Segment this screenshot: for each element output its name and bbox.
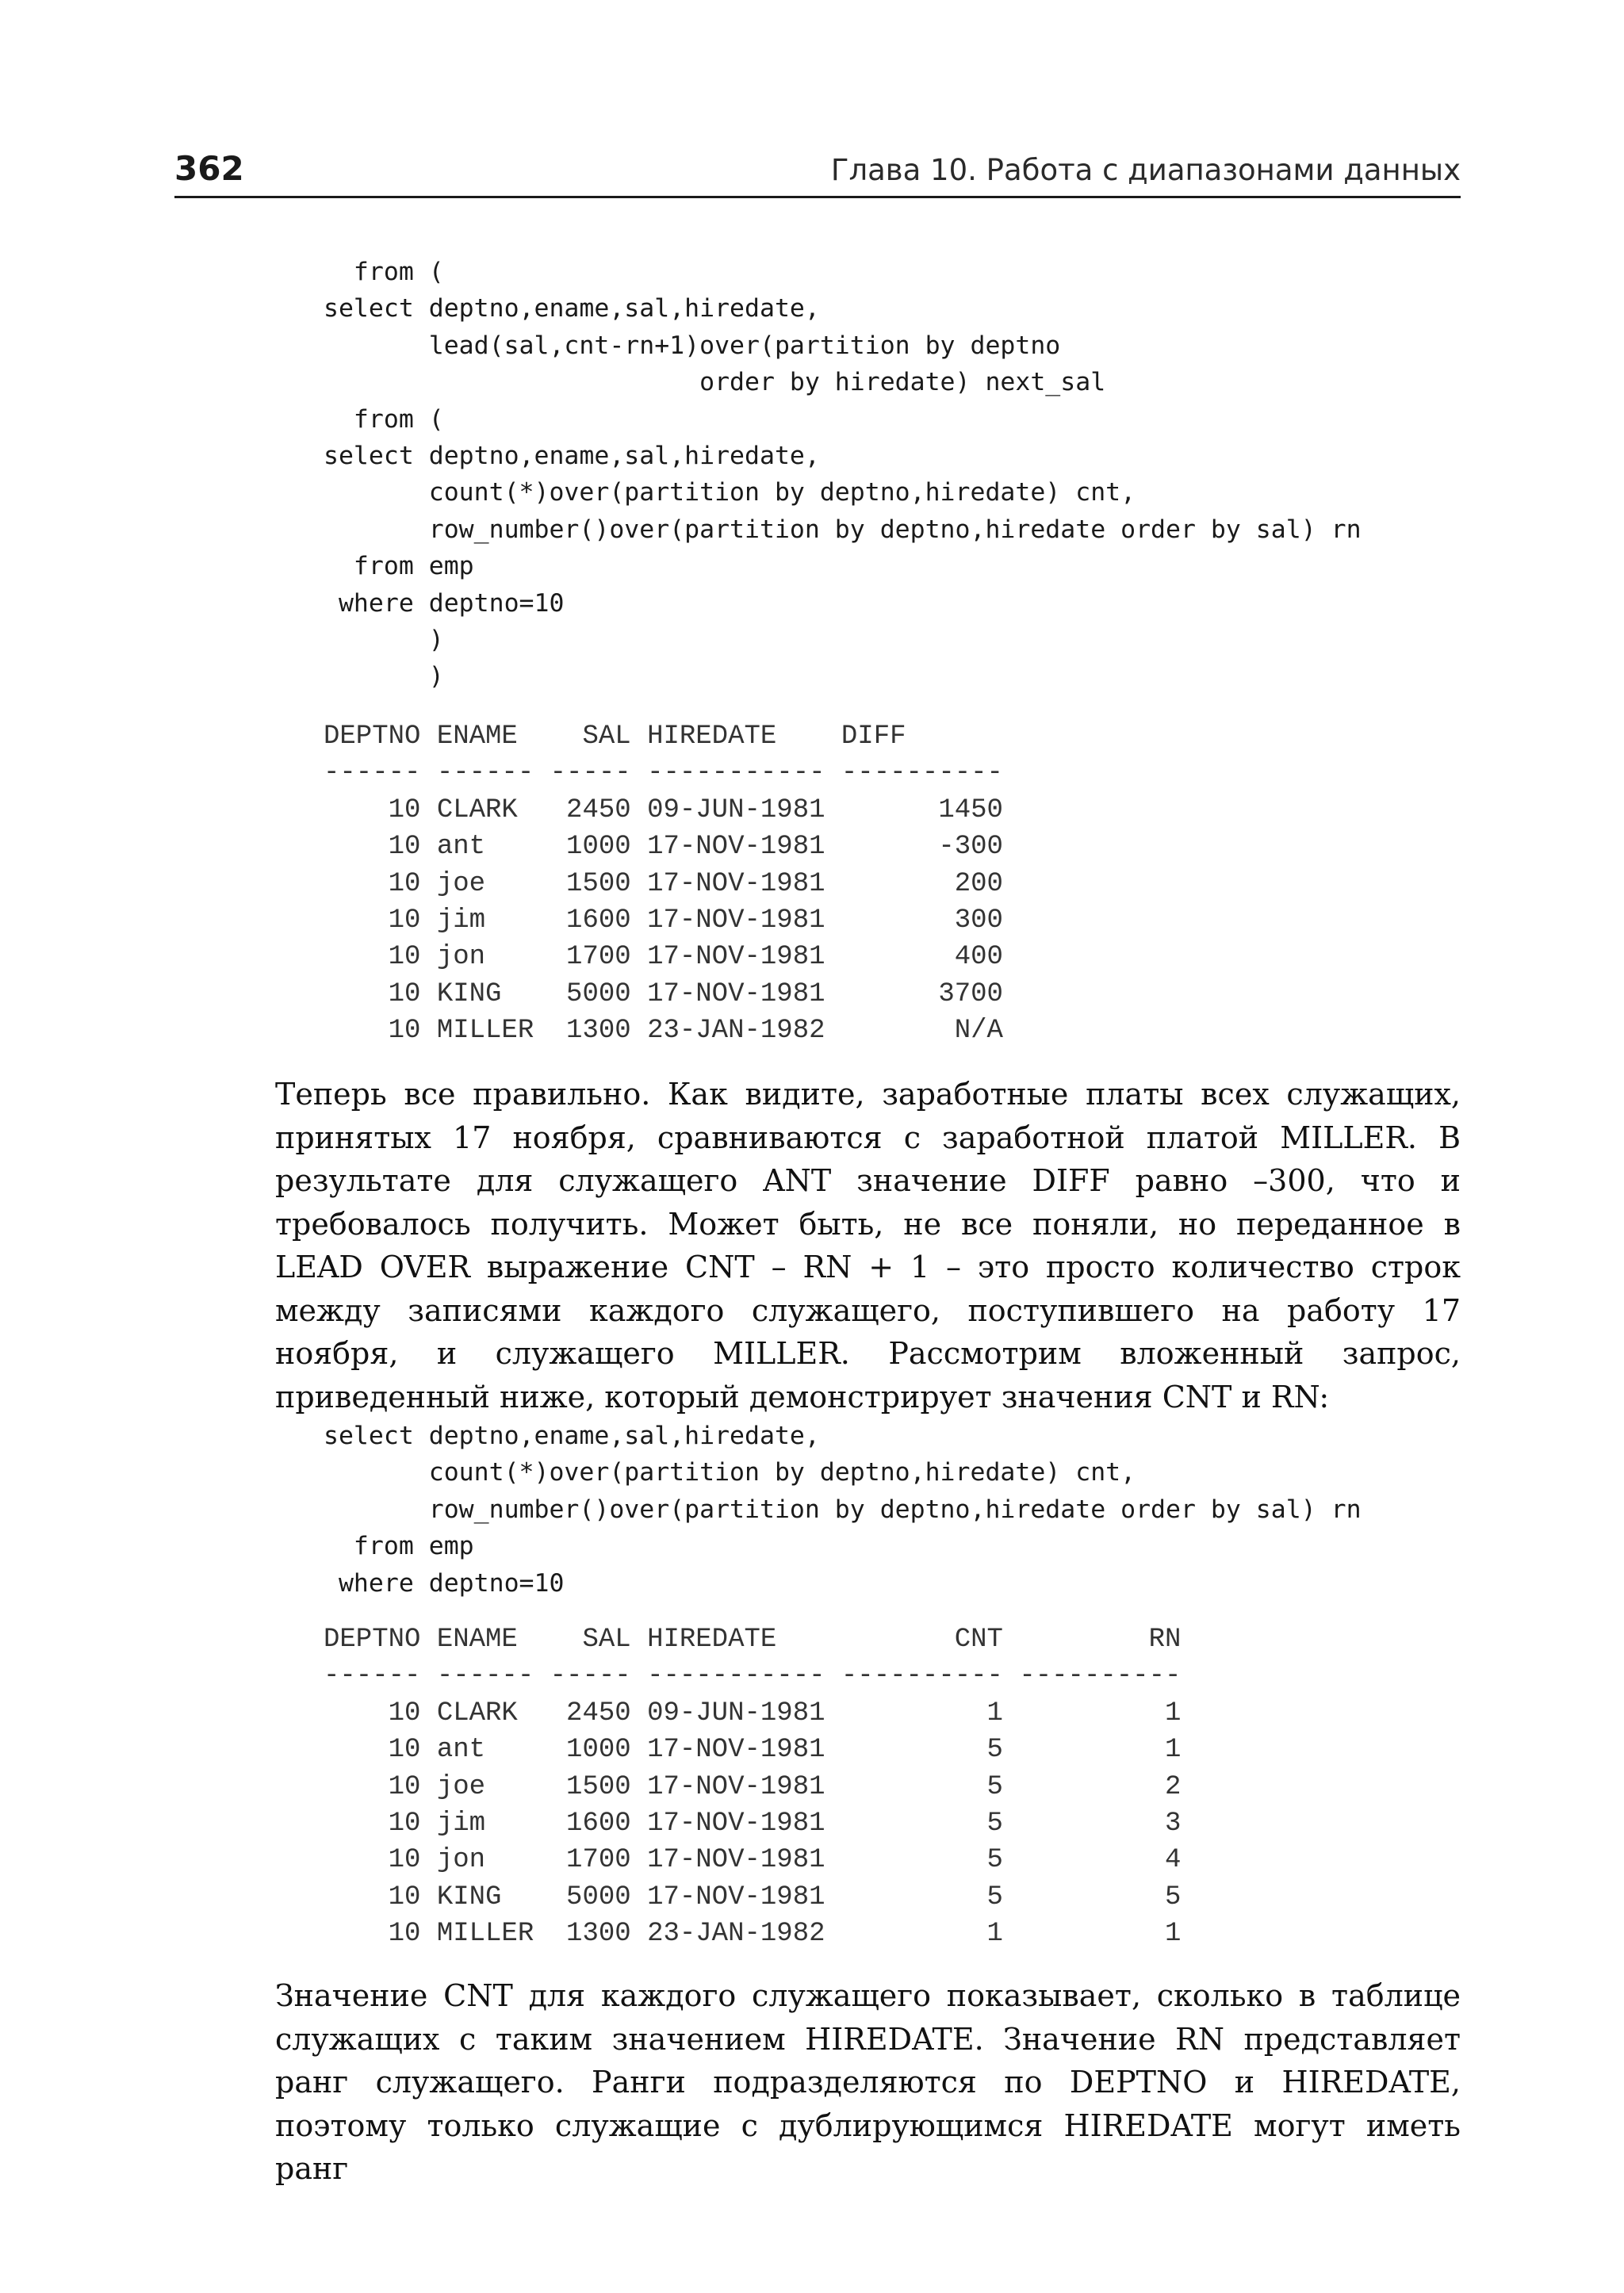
code-line: where deptno=10 [324,1568,565,1598]
code-line: select deptno,ename,sal,hiredate, [324,441,820,470]
table-row: 10 CLARK 2450 09-JUN-1981 1450 [324,794,1003,825]
code-line: count(*)over(partition by deptno,hiredate) cnt, [324,1458,1136,1487]
page-number: 362 [174,149,244,188]
table-row: 10 joe 1500 17-NOV-1981 5 2 [324,1771,1182,1802]
body-paragraph: Значение CNT для каждого служащего показывает, сколько в таблице служащих с таким значением HIREDATE. Значение RN представляет ранг служащего. Ранги подразделяются по DEPTNO и HIREDATE, поэтому только служащие с дублирующимся HIREDATE могут иметь ранг [275,1978,1461,2186]
result-separator: ------ ------ ----- ----------- ---------- [324,758,1003,789]
table-row: 10 jim 1600 17-NOV-1981 5 3 [324,1808,1182,1839]
table-row: 10 MILLER 1300 23-JAN-1982 1 1 [324,1919,1182,1950]
code-line: row_number()over(partition by deptno,hiredate order by sal) rn [324,515,1362,544]
code-line: from emp [324,552,474,581]
code-line: where deptno=10 [324,588,565,618]
table-row: 10 ant 1000 17-NOV-1981 -300 [324,832,1003,863]
table-row: 10 jon 1700 17-NOV-1981 400 [324,942,1003,973]
table-row: 10 joe 1500 17-NOV-1981 200 [324,868,1003,899]
result-header: DEPTNO ENAME SAL HIREDATE DIFF [324,722,906,752]
code-line: select deptno,ename,sal,hiredate, [324,294,820,323]
code-line: row_number()over(partition by deptno,hiredate order by sal) rn [324,1495,1362,1524]
sql-code-block-lead [324,254,1362,695]
table-row: 10 CLARK 2450 09-JUN-1981 1 1 [324,1698,1182,1728]
sql-code-block-cnt-rn [324,1418,1362,1602]
result-table-cnt-rn [324,1621,1181,1953]
table-row: 10 KING 5000 17-NOV-1981 5 5 [324,1881,1182,1912]
code-line: count(*)over(partition by deptno,hiredate) cnt, [324,478,1136,507]
result-header: DEPTNO ENAME SAL HIREDATE CNT RN [324,1625,1182,1655]
code-line: ) [324,662,444,691]
running-head: Глава 10. Работа с диапазонами данных [830,153,1461,187]
code-line: lead(sal,cnt-rn+1)over(partition by deptno [324,331,1061,360]
table-row: 10 KING 5000 17-NOV-1981 3700 [324,978,1003,1009]
table-row: 10 jon 1700 17-NOV-1981 5 4 [324,1845,1182,1876]
result-table-diff [324,718,1003,1050]
code-line: from ( [324,258,444,286]
code-line: select deptno,ename,sal,hiredate, [324,1422,820,1450]
code-line: ) [324,625,444,654]
code-line: from emp [324,1532,474,1561]
result-separator: ------ ------ ----- ----------- ---------- ---------- [324,1661,1182,1692]
table-row: 10 ant 1000 17-NOV-1981 5 1 [324,1735,1182,1766]
code-line: order by hiredate) next_sal [324,368,1106,397]
table-row: 10 jim 1600 17-NOV-1981 300 [324,905,1003,936]
body-paragraph: Теперь все правильно. Как видите, заработные платы всех служащих, принятых 17 ноября, сравниваются с заработной платой MILLER. В результате для служащего ANT значение DIFF равно –300, что и требовалось получить. Может быть, не все поняли, но переданное в LEAD OVER выражение CNT – RN + 1 – это просто количество строк между записями каждого служащего, поступившего на работу 17 ноября, и служащего MILLER. Рассмотрим вложенный запрос, приведенный ниже, который демонстрирует значения CNT и RN: [275,1077,1461,1414]
table-row: 10 MILLER 1300 23-JAN-1982 N/A [324,1016,1003,1047]
page-header [174,147,1461,198]
code-line: from ( [324,404,444,434]
